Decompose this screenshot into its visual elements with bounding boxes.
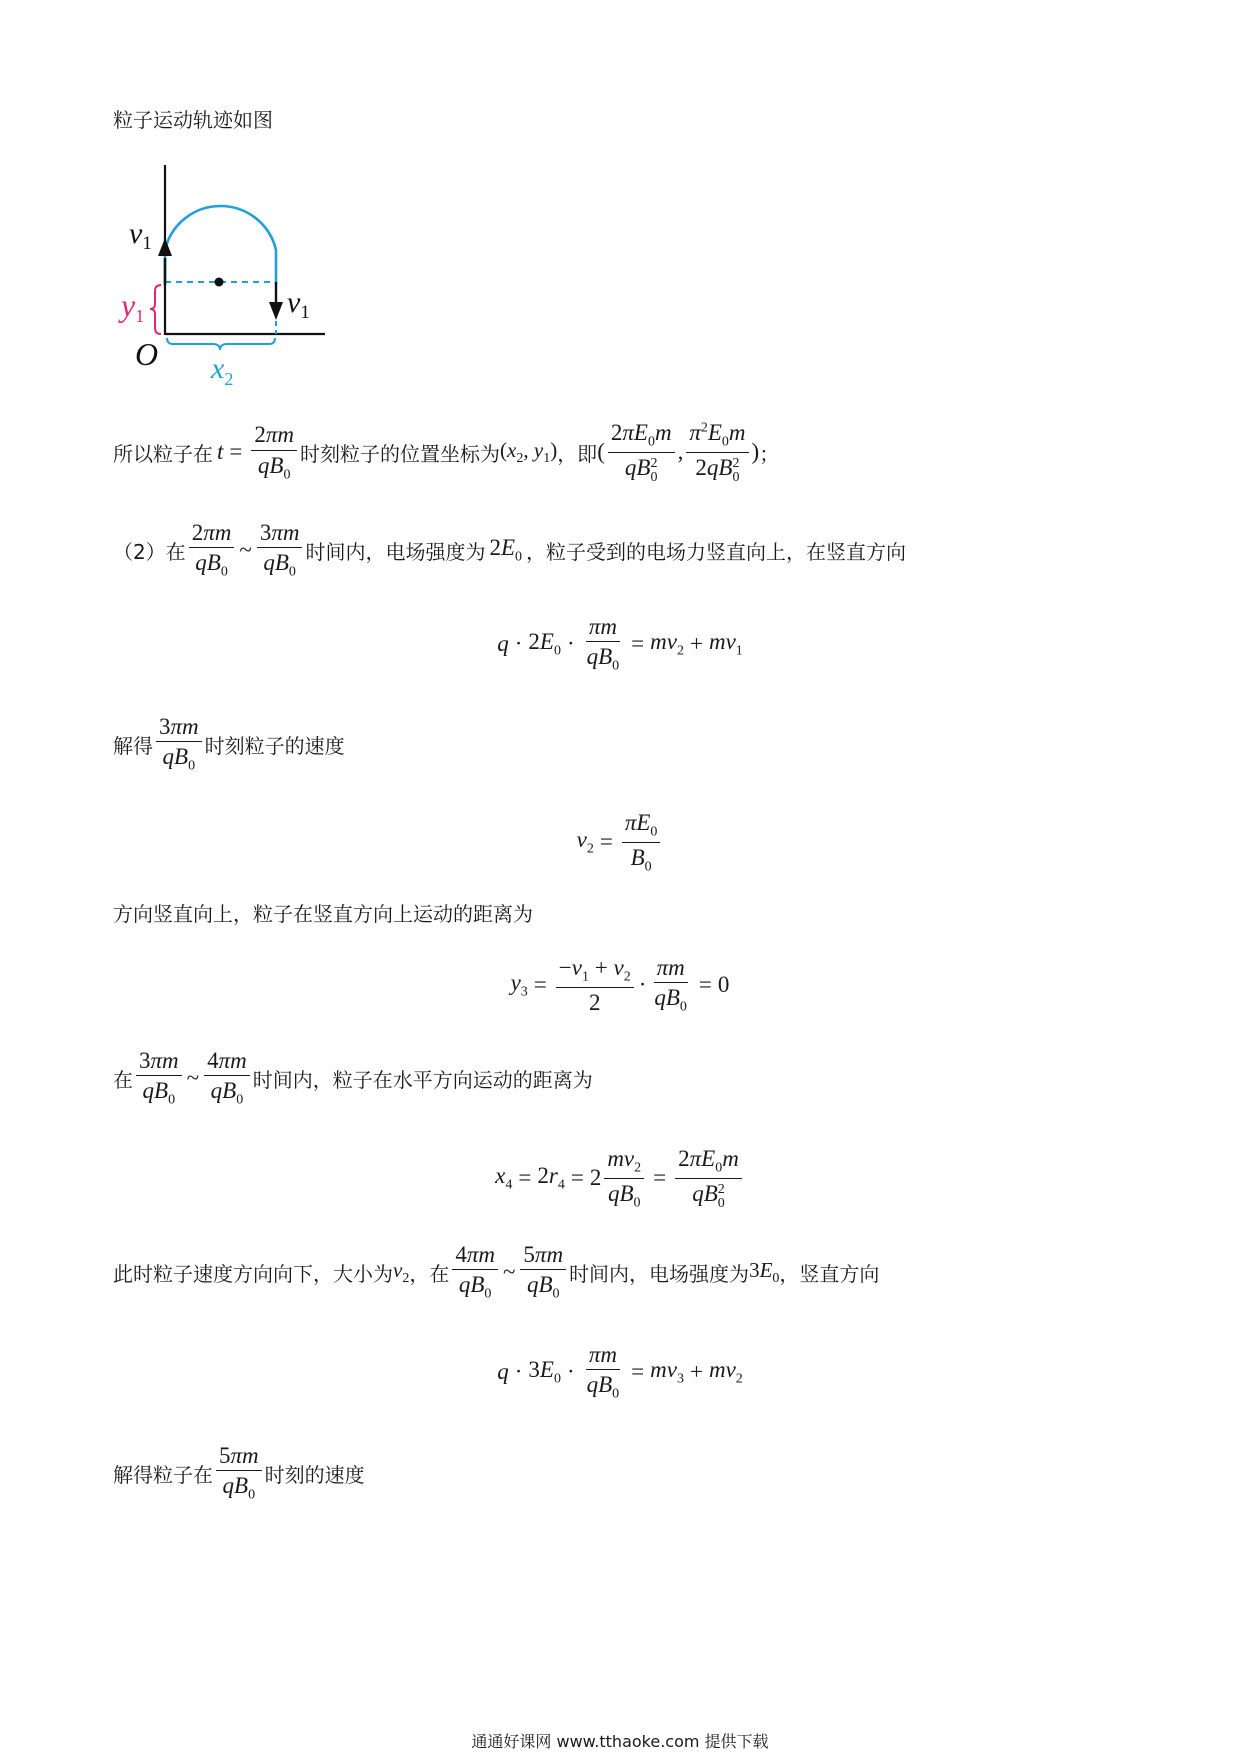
y1-label: y1 <box>121 287 145 326</box>
trajectory-arc <box>165 206 276 285</box>
equation-impulse-1: q · $2E_0$ · $\frac{\pi m}{qB_0}$ = $mv_2$ + $mv_1$ <box>497 614 743 674</box>
solve-line-1: 解得 $\frac{3\pi m}{qB_0}$ 时刻粒子的速度 <box>113 714 345 774</box>
fraction: $\frac{\pi m}{qB_0}$ <box>586 1342 620 1402</box>
y1-brace <box>150 285 161 334</box>
intro-text: 粒子运动轨迹如图 <box>113 108 273 132</box>
v1-left-label: $v_1$ <box>129 217 152 254</box>
fraction: $\frac{2\pi m}{qB_0}$ <box>251 422 297 482</box>
direction-line: 方向竖直向上，粒子在竖直方向上运动的距离为 <box>113 902 533 926</box>
v1-right-label: $v_1$ <box>287 286 310 323</box>
interval-line-5: 在 $\frac{3\pi m}{qB_0}$ ~ $\frac{4\pi m}{qB_0}$ 时间内，粒子在水平方向运动的距离为 <box>113 1048 593 1108</box>
origin-label: O <box>135 336 159 372</box>
fraction: $\frac{-v_1 + v_2}{2}$ <box>556 955 634 1015</box>
fraction: $\frac{\pi E_0}{B_0}$ <box>622 810 661 875</box>
center-dot <box>215 278 224 287</box>
fraction: $\frac{3\pi m}{qB_0}$ <box>136 1048 182 1108</box>
fraction: $\frac{\pi m}{qB_0}$ <box>586 614 620 674</box>
fraction: $\frac{\pi^2E_0m}{2qB_{20}}$ <box>686 420 748 485</box>
fraction: $\frac{3\pi m}{qB_0}$ <box>257 520 303 580</box>
fraction: $\frac{5\pi m}{qB_0}$ <box>216 1443 262 1503</box>
position-line: 所以粒子在 t = $\frac{2\pi m}{qB_0}$ 时刻粒子的位置坐标为 ($x_2$, $y_1$) ，即 ( $\frac{2\pi E_0m}{qB_{20}}$ , $\frac{\pi^2E_0m}{2qB_{20}}$ ) ； <box>113 420 780 485</box>
interval-line-2: （2）在 $\frac{2\pi m}{qB_0}$ ~ $\frac{3\pi m}{qB_0}$ 时间内，电场强度为 $2E_0$ ，粒子受到的电场力竖直向上，在竖直方向 <box>113 520 907 580</box>
fraction: $\frac{4\pi m}{qB_0}$ <box>204 1048 250 1108</box>
equation-y3: $y_3$ = $\frac{-v_1 + v_2}{2}$ · $\frac{\pi m}{qB_0}$ = 0 <box>510 955 730 1015</box>
fraction: $\frac{2\pi m}{qB_0}$ <box>189 520 235 580</box>
interval-line-6: 此时粒子速度方向向下，大小为 $v_2$ ，在 $\frac{4\pi m}{qB_0}$ ~ $\frac{5\pi m}{qB_0}$ 时间内，电场强度为 $3E_0$ ，竖直方向 <box>113 1242 880 1302</box>
trajectory-figure <box>115 160 335 400</box>
fraction: $\frac{2\pi E_0m}{qB_{20}}$ <box>608 420 675 485</box>
footer-text: 通通好课网 www.tthaoke.com 提供下载 <box>471 1732 769 1751</box>
arrow-down-icon <box>269 302 283 320</box>
solve-line-2: 解得粒子在 $\frac{5\pi m}{qB_0}$ 时刻的速度 <box>113 1443 365 1503</box>
fraction: $\frac{mv_2}{qB_0}$ <box>604 1146 644 1211</box>
fraction: $\frac{2\pi E_0m}{qB_{20}}$ <box>675 1146 742 1211</box>
fraction: $\frac{3\pi m}{qB_0}$ <box>156 714 202 774</box>
fraction: $\frac{\pi m}{qB_0}$ <box>654 955 687 1015</box>
equation-impulse-2: q · $3E_0$ · $\frac{\pi m}{qB_0}$ = $mv_3$ + $mv_2$ <box>497 1342 743 1402</box>
x2-label: $x_2$ <box>211 352 234 389</box>
equation-x4: $x_4$ = $2r_4$ = 2 $\frac{mv_2}{qB_0}$ = $\frac{2\pi E_0m}{qB_{20}}$ <box>0 1146 1240 1211</box>
x2-brace <box>167 338 275 350</box>
fraction: $\frac{5\pi m}{qB_0}$ <box>520 1242 566 1302</box>
arrow-up-icon <box>158 238 172 256</box>
equation-v2: $v_2$ = $\frac{\pi E_0}{B_0}$ <box>0 810 1240 875</box>
fraction: $\frac{4\pi m}{qB_0}$ <box>452 1242 498 1302</box>
